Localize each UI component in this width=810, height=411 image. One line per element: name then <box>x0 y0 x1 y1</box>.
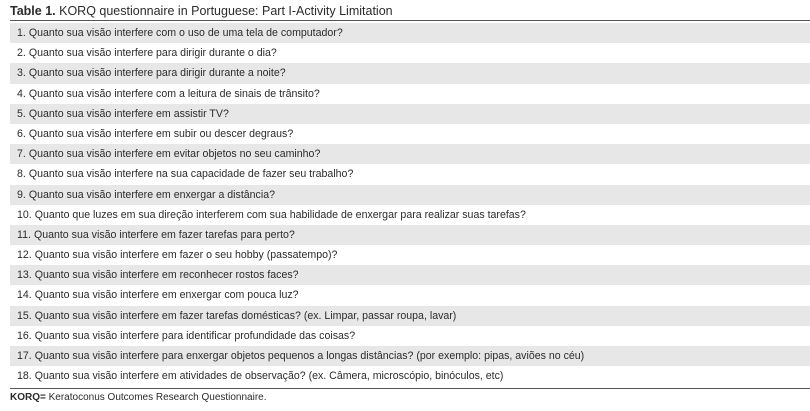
table-footnote <box>10 391 267 405</box>
question-number: 2. <box>17 47 26 60</box>
question-text: Quanto sua visão interfere para dirigir durante a noite? <box>28 67 286 80</box>
table-top-rule <box>10 20 810 21</box>
question-text: Quanto sua visão interfere em enxergar a distância? <box>28 188 275 201</box>
question-text: Quanto sua visão interfere em atividades de observação? (ex. Câmera, microscópio, binóculos, etc) <box>34 370 504 383</box>
question-number: 17. <box>17 350 32 362</box>
question-number: 9. <box>17 188 26 201</box>
question-number: 10. <box>17 208 32 221</box>
table-row <box>10 84 810 104</box>
question-number: 16. <box>17 329 32 342</box>
footnote-abbreviation: KORQ= <box>10 392 46 403</box>
table-row <box>10 23 810 43</box>
question-text: Quanto sua visão interfere em subir ou descer degraus? <box>28 127 294 140</box>
question-number: 14. <box>17 289 32 302</box>
question-number: 11. <box>17 228 31 241</box>
question-text: Quanto sua visão interfere em fazer tarefas domésticas? (ex. Limpar, passar roupa, lavar) <box>34 309 457 322</box>
table-row <box>10 326 810 346</box>
question-text: Quanto sua visão interfere com a leitura de sinais de trânsito? <box>28 87 320 100</box>
question-text: Quanto sua visão interfere em fazer o seu hobby (passatempo)? <box>34 249 338 262</box>
question-text: Quanto que luzes em sua direção interferem com sua habilidade de enxergar para realizar suas tarefas? <box>34 208 526 221</box>
question-text: Quanto sua visão interfere em reconhecer rostos faces? <box>34 269 299 282</box>
table-row <box>10 63 810 83</box>
question-number: 7. <box>17 148 26 161</box>
question-text: Quanto sua visão interfere para identificar profundidade das coisas? <box>34 329 356 342</box>
table-row <box>10 124 810 144</box>
table-row <box>10 245 810 265</box>
table-row <box>10 265 810 285</box>
question-text: Quanto sua visão interfere para dirigir durante o dia? <box>28 47 277 60</box>
table-row <box>10 164 810 184</box>
table-row <box>10 225 810 245</box>
question-number: 13. <box>17 269 32 282</box>
question-text: Quanto sua visão interfere em assistir TV? <box>28 107 229 120</box>
caption-label: Table 1. <box>10 4 56 18</box>
table-row <box>10 144 810 164</box>
question-number: 8. <box>17 168 26 181</box>
table-row <box>10 185 810 205</box>
question-number: 1. <box>17 27 26 39</box>
question-text: Quanto sua visão interfere em evitar objetos no seu caminho? <box>28 148 321 161</box>
table-row <box>10 104 810 124</box>
question-number: 5. <box>17 107 26 120</box>
caption-title: KORQ questionnaire in Portuguese: Part I-Activity Limitation <box>59 4 393 18</box>
table-row <box>10 285 810 305</box>
table-row <box>10 366 810 386</box>
question-text: Quanto sua visão interfere em enxergar com pouca luz? <box>34 289 299 302</box>
table-caption <box>10 3 393 19</box>
question-text: Quanto sua visão interfere para enxergar objetos pequenos a longas distâncias? (por exemplo: pipas, aviões no céu) <box>34 350 585 362</box>
table-bottom-rule <box>10 388 810 389</box>
question-text: Quanto sua visão interfere na sua capacidade de fazer seu trabalho? <box>28 168 354 181</box>
questionnaire-table <box>10 23 810 386</box>
table-row <box>10 346 810 366</box>
question-number: 12. <box>17 249 32 262</box>
question-text: Quanto sua visão interfere com o uso de uma tela de computador? <box>28 27 343 39</box>
question-text: Quanto sua visão interfere em fazer tarefas para perto? <box>33 228 295 241</box>
table-row <box>10 306 810 326</box>
question-number: 3. <box>17 67 26 80</box>
footnote-text: Keratoconus Outcomes Research Questionnaire. <box>45 392 267 403</box>
question-number: 4. <box>17 87 26 100</box>
question-number: 15. <box>17 309 32 322</box>
table-row <box>10 205 810 225</box>
question-number: 6. <box>17 127 26 140</box>
question-number: 18. <box>17 370 32 383</box>
table-row <box>10 43 810 63</box>
